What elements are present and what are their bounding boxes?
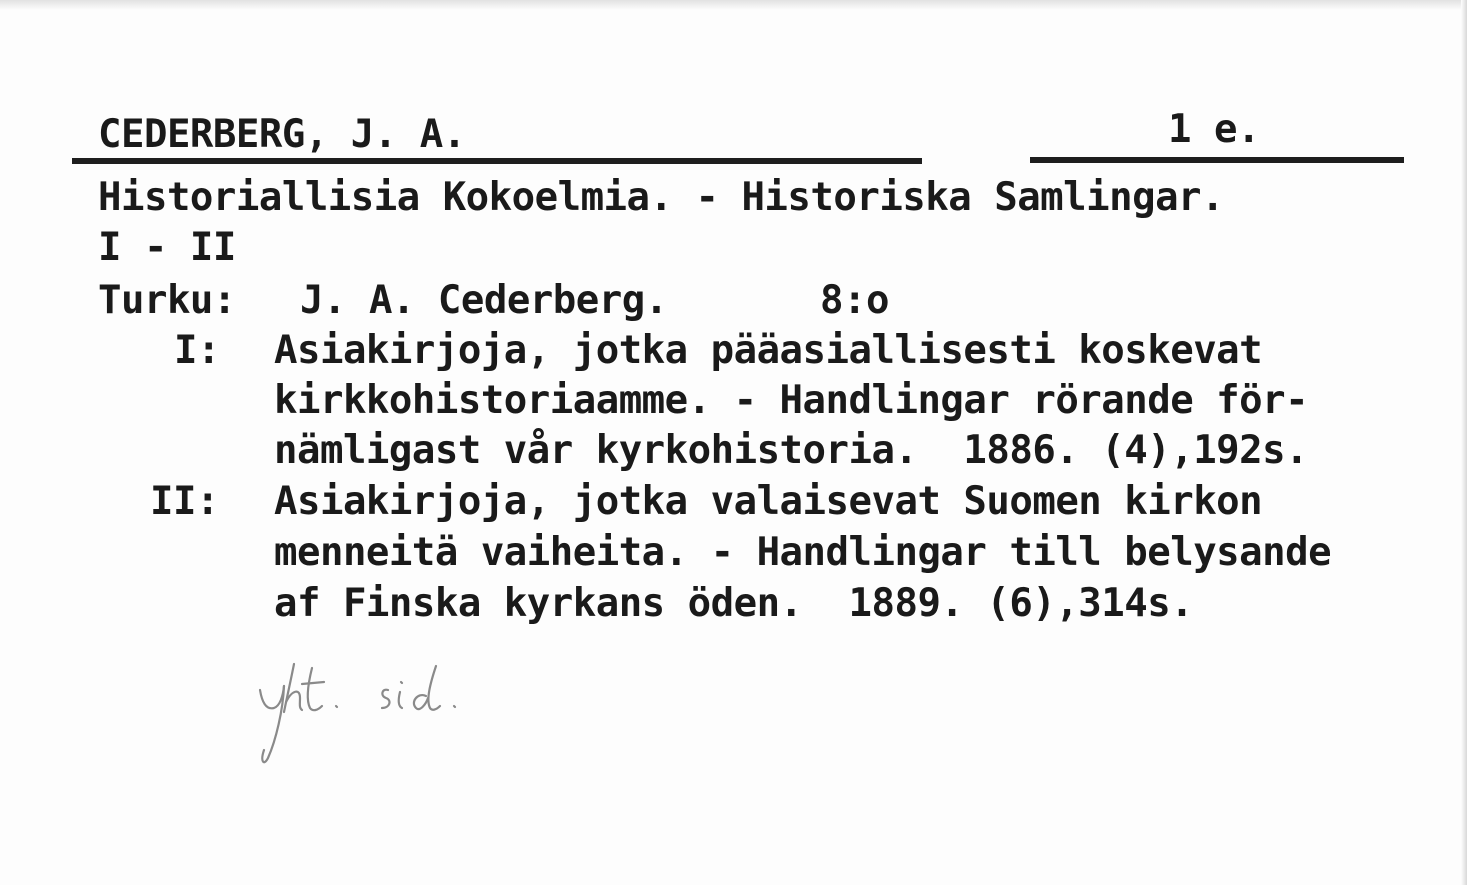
imprint-publisher: J. A. Cederberg.: [300, 278, 668, 323]
volume-line: menneitä vaiheita. - Handlingar till belysande: [274, 530, 1332, 575]
title-line: Historiallisia Kokoelmia. - Historiska Samlingar.: [98, 175, 1225, 220]
volumes-line: I - II: [98, 225, 236, 270]
heading-rule-right: [1030, 157, 1404, 163]
imprint-place: Turku:: [98, 278, 236, 323]
volume-line: af Finska kyrkans öden. 1889. (6),314s.: [274, 581, 1194, 626]
volume-line: Asiakirjoja, jotka pääasiallisesti koskevat: [274, 328, 1263, 373]
imprint-format: 8:o: [820, 278, 889, 323]
volume-label: I:: [174, 328, 220, 373]
card-right-edge: [1461, 0, 1467, 885]
volume-label: II:: [150, 479, 219, 524]
card-top-edge: [0, 0, 1467, 10]
author-heading: CEDERBERG, J. A.: [98, 112, 466, 157]
volume-line: Asiakirjoja, jotka valaisevat Suomen kirkon: [274, 479, 1263, 524]
handwritten-note: [250, 662, 520, 772]
volume-line: kirkkohistoriaamme. - Handlingar rörande för-: [274, 378, 1309, 423]
call-number: 1 e.: [1168, 107, 1260, 152]
volume-line: nämligast vår kyrkohistoria. 1886. (4),192s.: [274, 428, 1309, 473]
heading-rule-left: [72, 158, 922, 164]
